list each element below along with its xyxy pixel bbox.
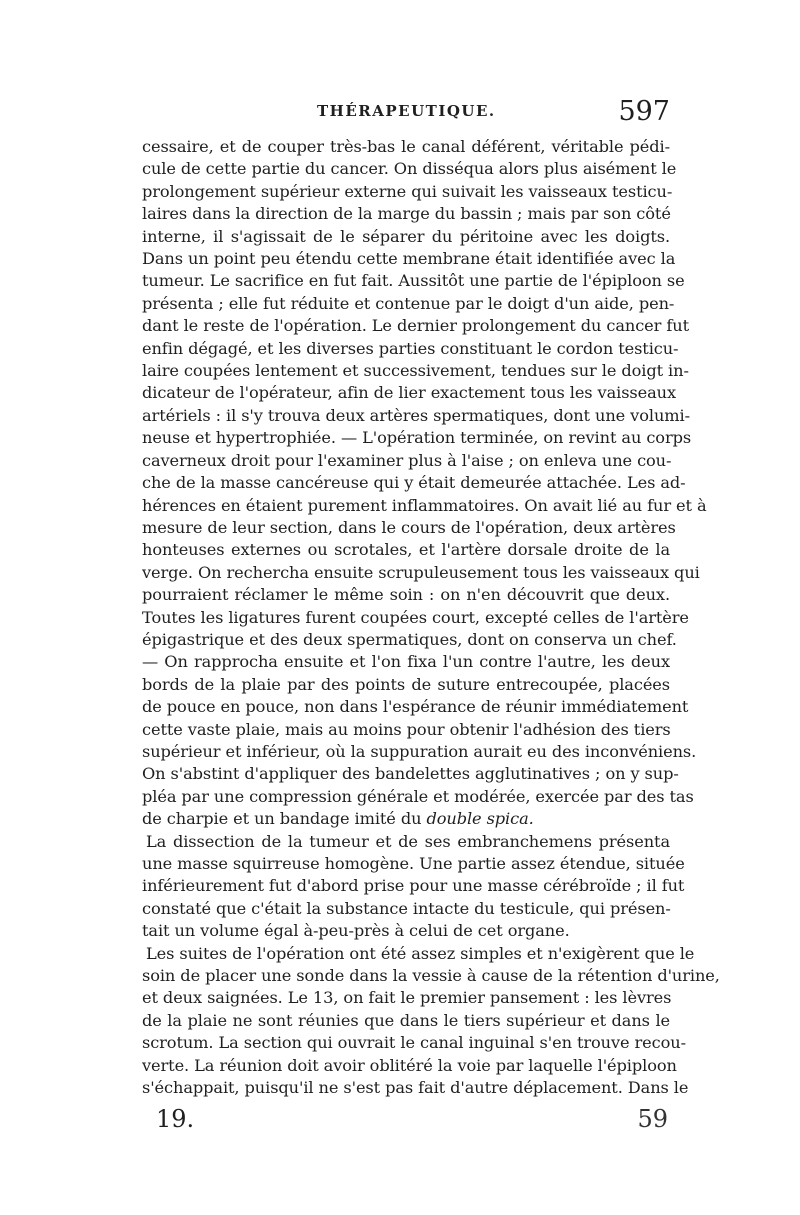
text-line: inférieurement fut d'abord prise pour une masse cérébroïde ; il fut [142, 876, 685, 896]
text-line: cule de cette partie du cancer. On disséqua alors plus aisément le [142, 159, 677, 179]
text-line: dant le reste de l'opération. Le dernier prolongement du cancer fut [142, 316, 689, 336]
text-line: et deux saignées. Le 13, on fait le premier pansement : les lèvres [142, 988, 672, 1008]
text-line: laires dans la direction de la marge du bassin ; mais par son côté [142, 204, 671, 224]
book-page [142, 96, 720, 1141]
text-line: bords de la plaie par des points de suture entrecoupée, placées [142, 674, 670, 694]
text-line: Dans un point peu étendu cette membrane était identifiée avec la [142, 249, 676, 269]
text-line: de pouce en pouce, non dans l'espérance de réunir immédiatement [142, 697, 689, 717]
text-line: présenta ; elle fut réduite et contenue par le doigt d'un aide, pen- [142, 293, 675, 313]
text-line: cessaire, et de couper très-bas le canal déférent, véritable pédi- [142, 137, 670, 156]
text-line: prolongement supérieur externe qui suivait les vaisseaux testicu- [142, 181, 673, 201]
text-line: hérences en étaient purement inflammatoires. On avait lié au fur et à [142, 495, 707, 515]
text-line: pourraient réclamer le même soin : on n'en découvrit que deux. [142, 585, 670, 605]
folio-mark: 59 [637, 1105, 668, 1134]
signature-mark: 19. [156, 1105, 195, 1134]
text-line: supérieur et inférieur, où la suppuration aurait eu des inconvéniens. [142, 741, 697, 761]
text-line: — On rapprocha ensuite et l'on fixa l'un contre l'autre, les deux [142, 652, 670, 672]
text-line: dicateur de l'opérateur, afin de lier exactement tous les vaisseaux [142, 383, 677, 403]
text-line-with-italic [142, 808, 670, 830]
text-line: honteuses externes ou scrotales, et l'artère dorsale droite de la [142, 540, 670, 560]
text-line: Les suites de l'opération ont été assez simples et n'exigèrent que le [146, 943, 695, 963]
text-line: che de la masse cancéreuse qui y était demeurée attachée. Les ad- [142, 473, 686, 493]
text-line: laire coupées lentement et successivement, tendues sur le doigt in- [142, 361, 689, 381]
text-line: tumeur. Le sacrifice en fut fait. Aussitôt une partie de l'épiploon se [142, 271, 685, 291]
text-line: s'échappait, puisqu'il ne s'est pas fait d'autre déplacement. Dans le [142, 1078, 689, 1098]
text-line: La dissection de la tumeur et de ses embranchemens présenta [146, 831, 670, 851]
text-line: enfin dégagé, et les diverses parties constituant le cordon testicu- [142, 338, 679, 358]
text-line: cette vaste plaie, mais au moins pour obtenir l'adhésion des tiers [142, 719, 671, 739]
text-line: caverneux droit pour l'examiner plus à l'aise ; on enleva une cou- [142, 450, 672, 470]
text-line: épigastrique et des deux spermatiques, dont on conserva un chef. [142, 629, 677, 649]
text-line: verge. On rechercha ensuite scrupuleusement tous les vaisseaux qui [142, 562, 700, 582]
running-title: THÉRAPEUTIQUE. [317, 102, 496, 120]
text-line: soin de placer une sonde dans la vessie à cause de la rétention d'urine, [142, 966, 720, 986]
text-line: de la plaie ne sont réunies que dans le tiers supérieur et dans le [142, 1010, 670, 1030]
text-line: de charpie et un bandage imité du [142, 809, 422, 829]
page-number: 597 [618, 96, 670, 127]
text-line: verte. La réunion doit avoir oblitéré la voie par laquelle l'épiploon [142, 1055, 677, 1075]
body-text [142, 136, 720, 1099]
text-line: tait un volume égal à-peu-près à celui de cet organe. [142, 921, 570, 941]
text-line: une masse squirreuse homogène. Une partie assez étendue, située [142, 854, 685, 873]
page-header [142, 96, 670, 136]
text-line: pléa par une compression générale et modérée, exercée par des tas [142, 786, 694, 806]
text-line: neuse et hypertrophiée. — L'opération terminée, on revint au corps [142, 428, 692, 448]
text-line: scrotum. La section qui ouvrait le canal inguinal s'en trouve recou- [142, 1033, 686, 1053]
text-line: artériels : il s'y trouva deux artères spermatiques, dont une volumi- [142, 405, 690, 425]
page-footer [142, 1105, 670, 1141]
italic-term: double spica. [426, 809, 534, 829]
text-line: constaté que c'était la substance intacte du testicule, qui présen- [142, 898, 671, 918]
text-line: interne, il s'agissait de le séparer du péritoine avec les doigts. [142, 226, 670, 246]
text-line: Toutes les ligatures furent coupées court, excepté celles de l'artère [142, 607, 689, 627]
text-line: mesure de leur section, dans le cours de l'opération, deux artères [142, 517, 676, 537]
text-line: On s'abstint d'appliquer des bandelettes agglutinatives ; on y sup- [142, 764, 679, 784]
